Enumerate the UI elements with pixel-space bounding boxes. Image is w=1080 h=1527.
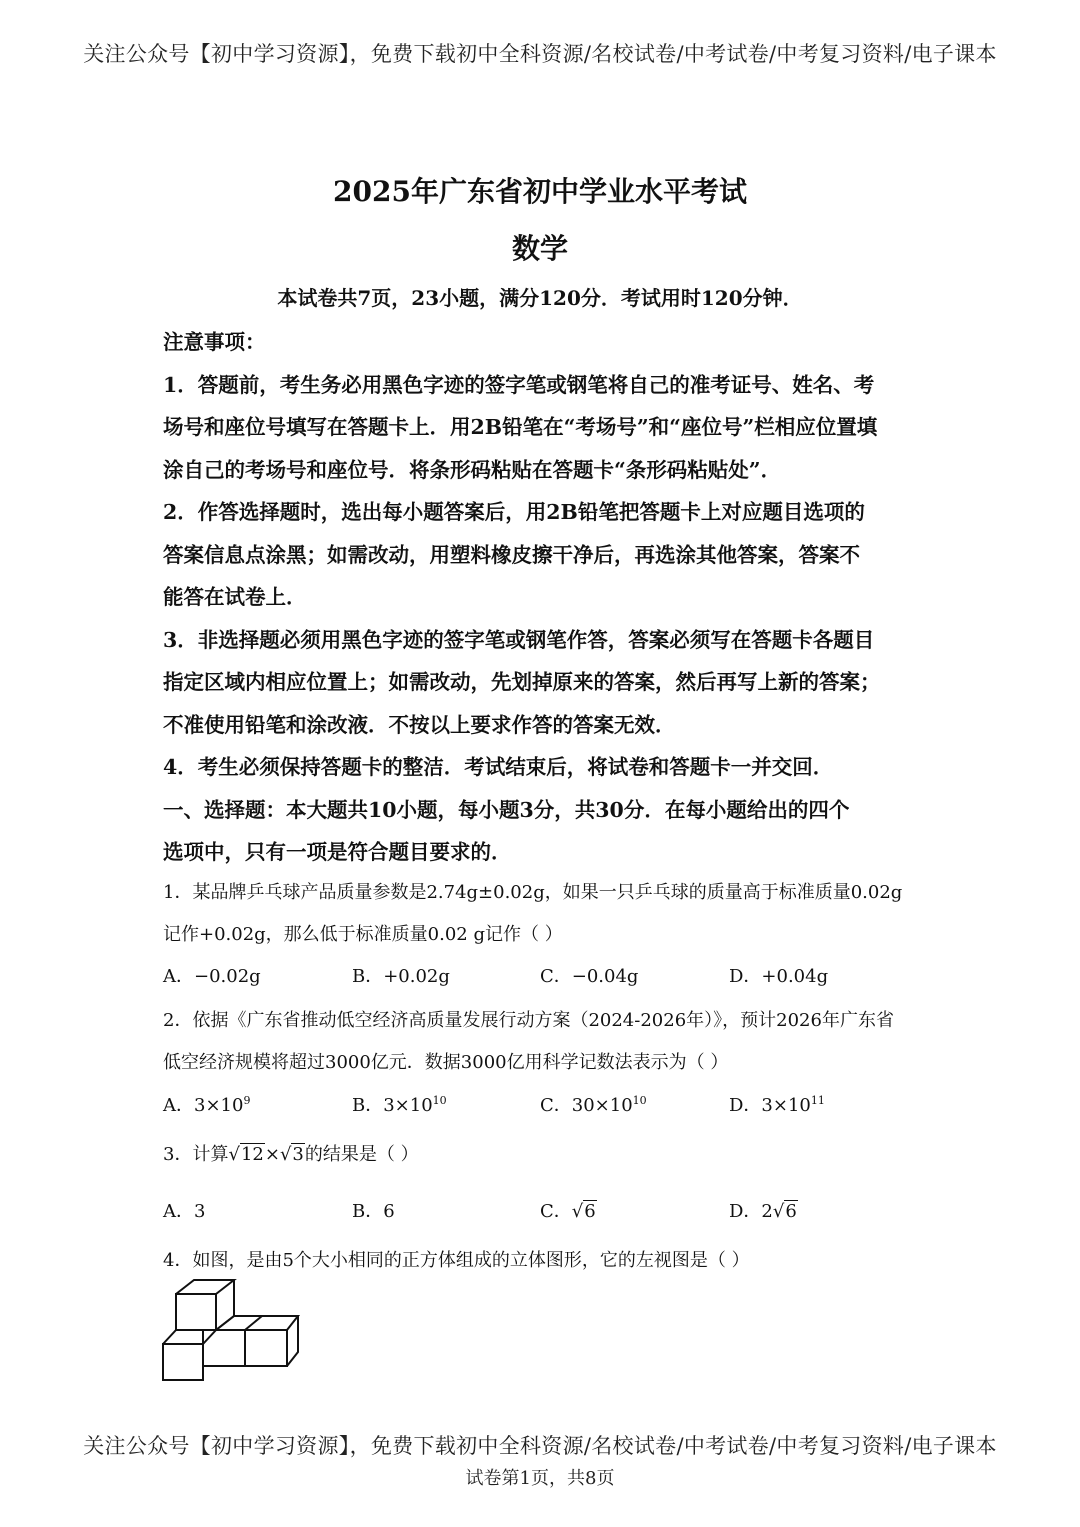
cube-figure — [160, 1278, 305, 1386]
q3-option-c: C．√6 — [540, 1201, 596, 1222]
q2-option-a: A．$3\times 10^9$ — [163, 1094, 251, 1116]
notice-line: 答案信息点涂黑；如需改动，用塑料橡皮擦干净后，再选涂其他答案，答案不 — [163, 543, 860, 567]
question-1-text-cont: 记作+0.02g，那么低于标准质量0.02 g记作（ ） — [163, 924, 563, 945]
exam-intro: 本试卷共7页，23小题，满分120分．考试用时120分钟． — [277, 286, 803, 310]
notice-line: 指定区域内相应位置上；如需改动，先划掉原来的答案，然后再写上新的答案； — [163, 670, 881, 694]
page-footer: 试卷第1页，共8页 — [465, 1468, 615, 1489]
sqrt-sign: √ — [228, 1144, 240, 1165]
sqrt-sign: √ — [772, 1201, 785, 1222]
notice-line: 4．考生必须保持答题卡的整洁．考试结束后，将试卷和答题卡一并交回． — [163, 755, 834, 779]
q1-option-b: B．+0.02g — [352, 966, 450, 987]
question-2-text: 2．依据《广东省推动低空经济高质量发展行动方案（2024-2026年）》，预计2026年广东省 — [163, 1010, 894, 1031]
notice-line: 涂自己的考场号和座位号．将条形码粘贴在答题卡“条形码粘贴处”． — [163, 458, 782, 482]
sqrt-sign: √ — [279, 1144, 292, 1165]
section-heading: 一、选择题：本大题共10小题，每小题3分，共30分．在每小题给出的四个 — [163, 798, 850, 822]
question-2-text-cont: 低空经济规模将超过3000亿元．数据3000亿用科学记数法表示为（ ） — [163, 1052, 729, 1073]
bottom-banner: 关注公众号【初中学习资源】，免费下载初中全科资源/名校试卷/中考试卷/中考复习资料/电子课本 — [83, 1434, 997, 1458]
question-1-text: 1．某品牌乒乓球产品质量参数是2.74g±0.02g，如果一只乒乓球的质量高于标准质量0.02g — [163, 882, 903, 903]
q1-option-c: C．−0.04g — [540, 966, 639, 987]
section-heading-cont: 选项中，只有一项是符合题目要求的． — [163, 840, 512, 864]
notice-line: 能答在试卷上． — [163, 585, 307, 609]
q3-option-d: D．2√6 — [729, 1201, 797, 1222]
notice-line: 2．作答选择题时，选出每小题答案后，用2B铅笔把答题卡上对应题目选项的 — [163, 500, 865, 524]
q2-option-b: B．$3\times 10^{10}$ — [352, 1094, 447, 1116]
q1-option-d: D．+0.04g — [729, 966, 829, 987]
q2-option-c: C．$30\times 10^{10}$ — [540, 1094, 647, 1116]
notice-line: 不准使用铅笔和涂改液．不按以上要求作答的答案无效． — [163, 713, 676, 737]
subject-title: 数学 — [511, 232, 568, 265]
notice-line: 1．答题前，考生务必用黑色字迹的签字笔或钢笔将自己的准考证号、姓名、考 — [163, 373, 875, 397]
q1-option-a: A．−0.02g — [163, 966, 261, 987]
top-banner: 关注公众号【初中学习资源】，免费下载初中全科资源/名校试卷/中考试卷/中考复习资料/电子课本 — [83, 42, 997, 66]
notice-heading: 注意事项： — [163, 330, 266, 354]
notice-line: 场号和座位号填写在答题卡上．用2B铅笔在“考场号”和“座位号”栏相应位置填 — [163, 415, 878, 439]
exam-title: 2025年广东省初中学业水平考试 — [333, 175, 747, 208]
q2-option-d: D．$3\times 10^{11}$ — [729, 1094, 825, 1116]
question-3-text: 3．计算√12×√3的结果是（ ） — [163, 1144, 419, 1165]
q3-option-a: A．3 — [163, 1201, 206, 1222]
question-4-text: 4．如图，是由5个大小相同的正方体组成的立体图形，它的左视图是（ ） — [163, 1250, 750, 1271]
q3-option-b: B．6 — [352, 1201, 395, 1222]
notice-line: 3．非选择题必须用黑色字迹的签字笔或钢笔作答，答案必须写在答题卡各题目 — [163, 628, 875, 652]
sqrt-sign: √ — [571, 1201, 584, 1222]
